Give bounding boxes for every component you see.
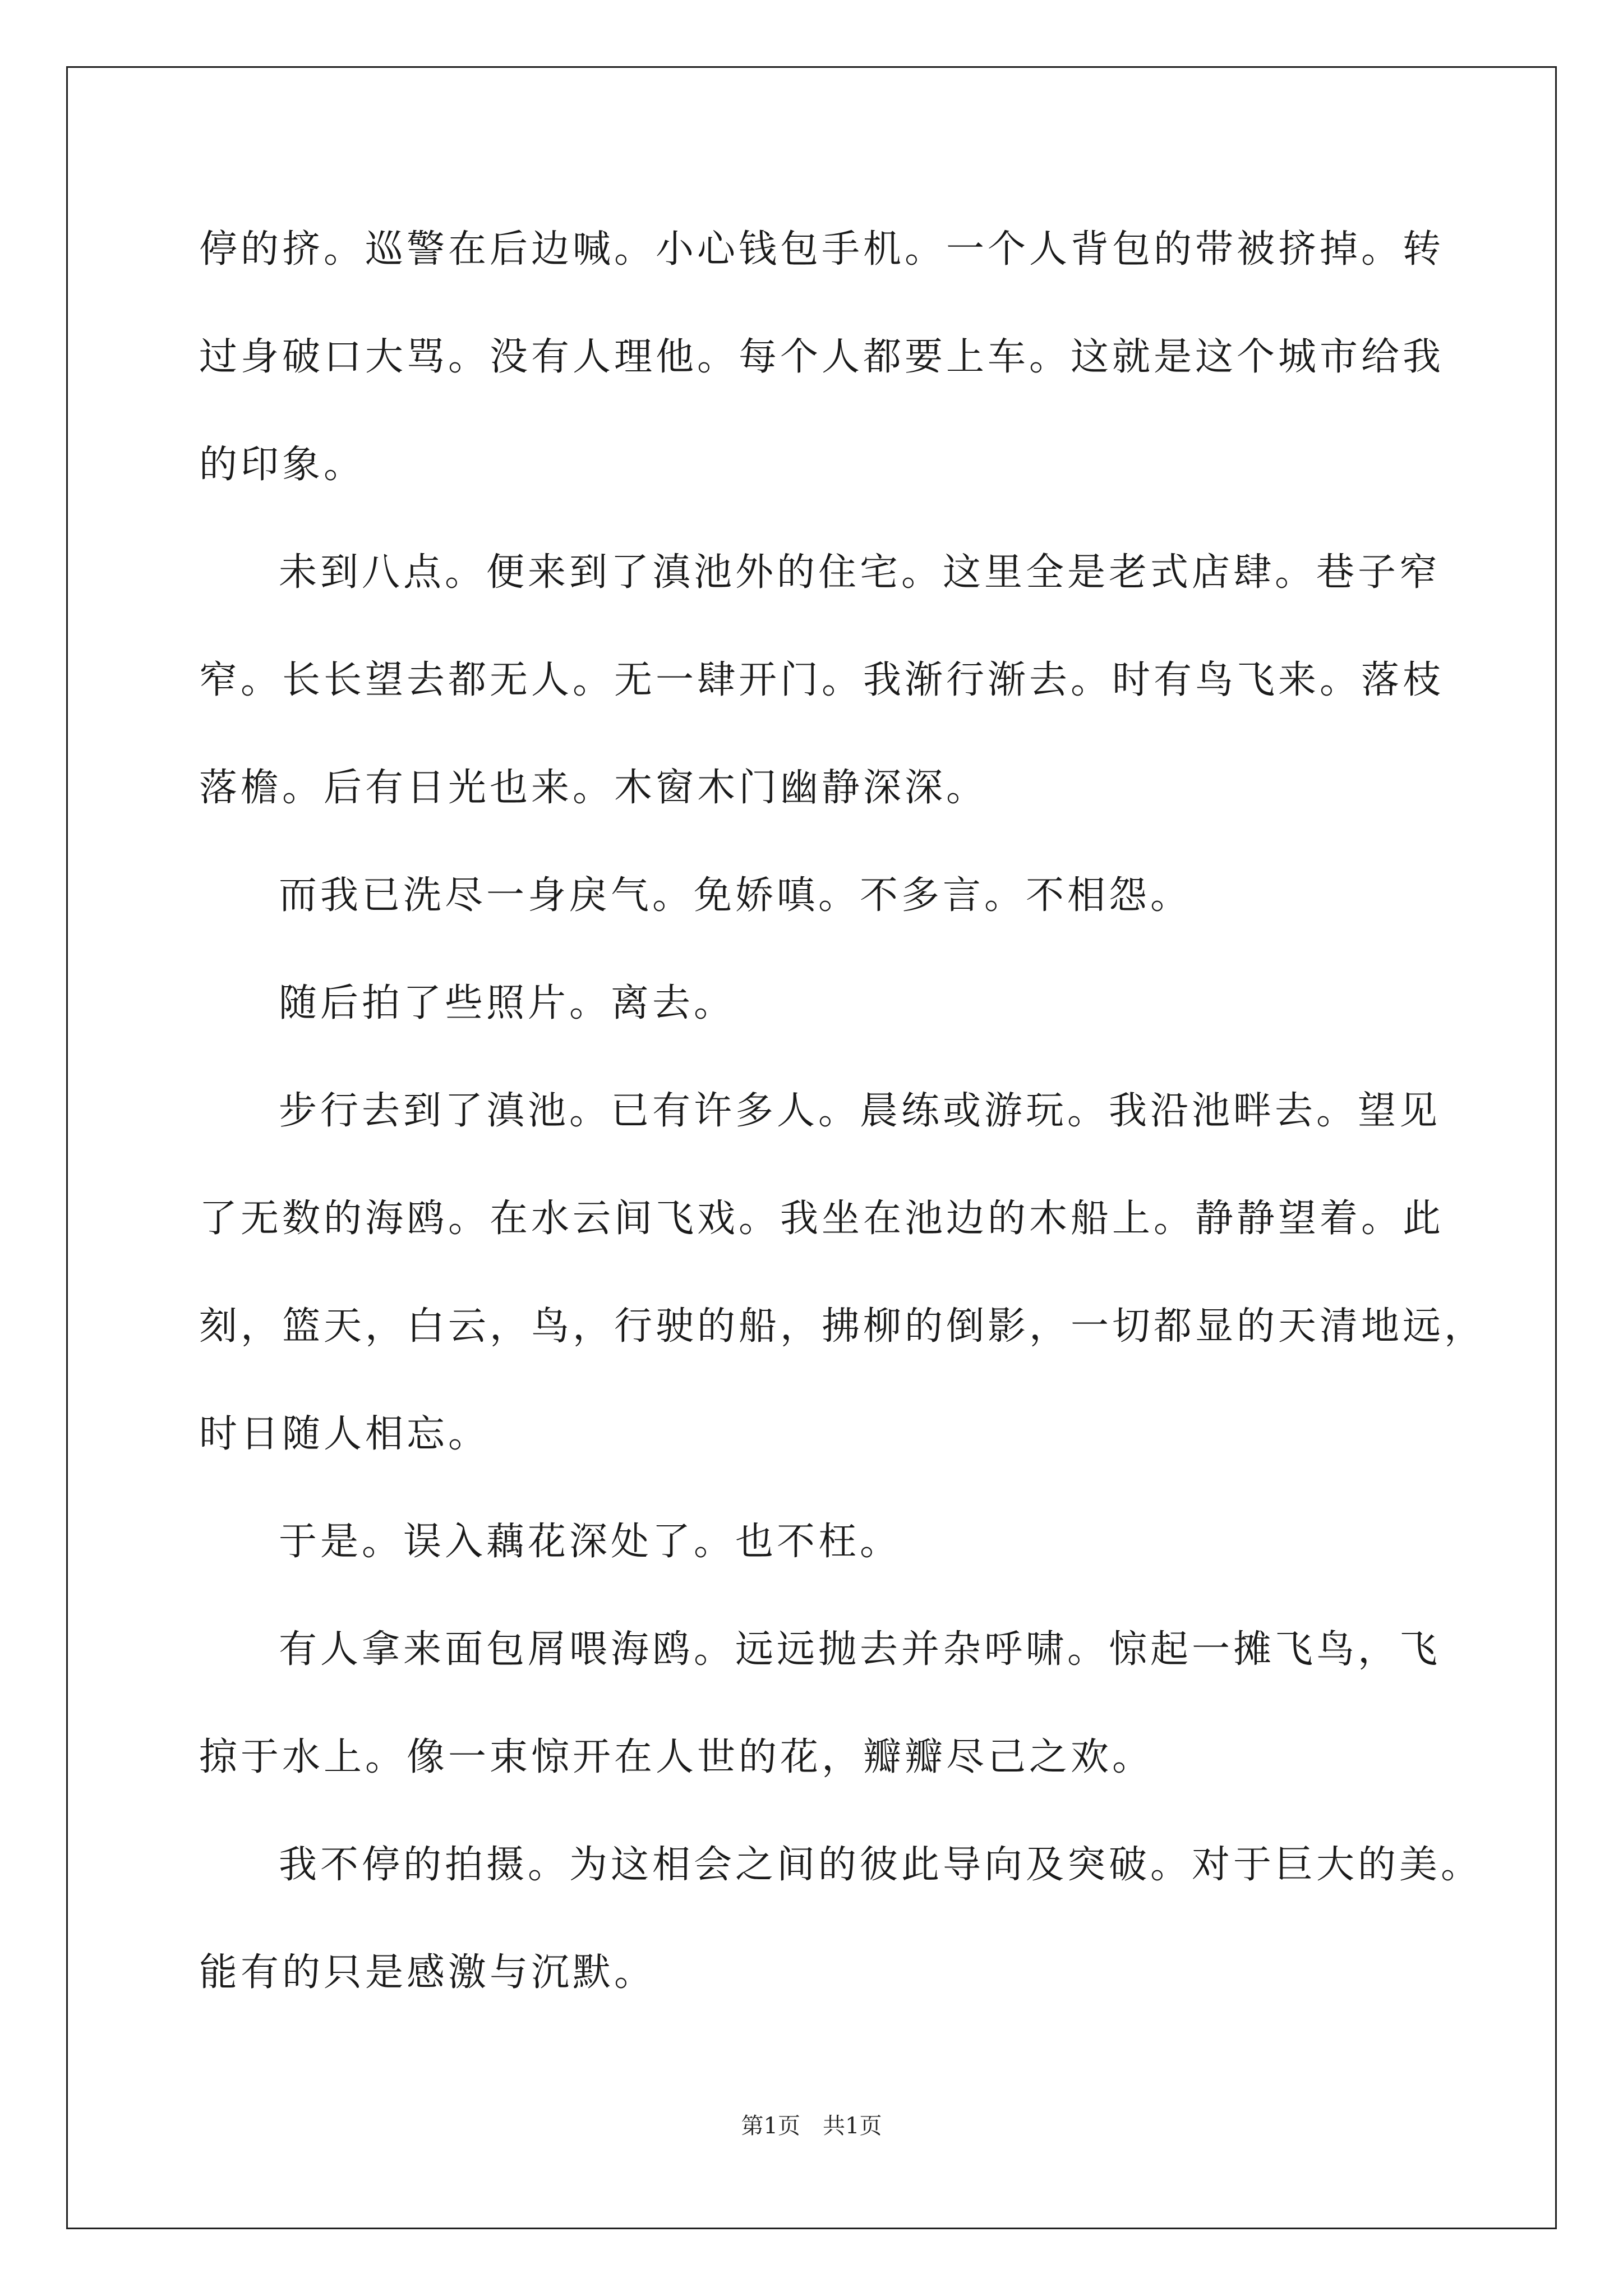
text-line-13: 于是。误入藕花深处了。也不枉。: [279, 1520, 902, 1564]
page-number-footer: 第1页 共1页: [741, 2113, 882, 2139]
text-line-15: 掠于水上。像一束惊开在人世的花，瓣瓣尽己之欢。: [199, 1735, 1154, 1779]
text-line-11: 刻，篮天，白云，鸟，行驶的船，拂柳的倒影，一切都显的天清地远，: [199, 1304, 1486, 1349]
text-line-9: 步行去到了滇池。已有许多人。晨练或游玩。我沿池畔去。望见: [279, 1089, 1441, 1133]
text-line-2: 过身破口大骂。没有人理他。每个人都要上车。这就是这个城市给我: [199, 335, 1445, 379]
text-line-12: 时日随人相忘。: [199, 1412, 490, 1456]
text-line-8: 随后拍了些照片。离去。: [279, 981, 736, 1025]
text-line-6: 落檐。后有日光也来。木窗木门幽静深深。: [199, 766, 988, 810]
text-line-5: 窄。长长望去都无人。无一肆开门。我渐行渐去。时有鸟飞来。落枝: [199, 658, 1445, 702]
text-line-4: 未到八点。便来到了滇池外的住宅。这里全是老式店肆。巷子窄: [279, 550, 1441, 595]
text-line-14: 有人拿来面包屑喂海鸥。远远抛去并杂呼啸。惊起一摊飞鸟，飞: [279, 1627, 1441, 1672]
text-line-16: 我不停的拍摄。为这相会之间的彼此导向及突破。对于巨大的美。: [279, 1843, 1483, 1887]
text-line-1: 停的挤。巡警在后边喊。小心钱包手机。一个人背包的带被挤掉。转: [199, 227, 1445, 272]
text-line-7: 而我已洗尽一身戾气。免娇嗔。不多言。不相怨。: [279, 873, 1192, 918]
text-line-3: 的印象。: [199, 443, 366, 487]
text-line-17: 能有的只是感激与沉默。: [199, 1950, 656, 1995]
document-body: [199, 216, 1486, 2047]
text-line-10: 了无数的海鸥。在水云间飞戏。我坐在池边的木船上。静静望着。此: [199, 1197, 1445, 1241]
